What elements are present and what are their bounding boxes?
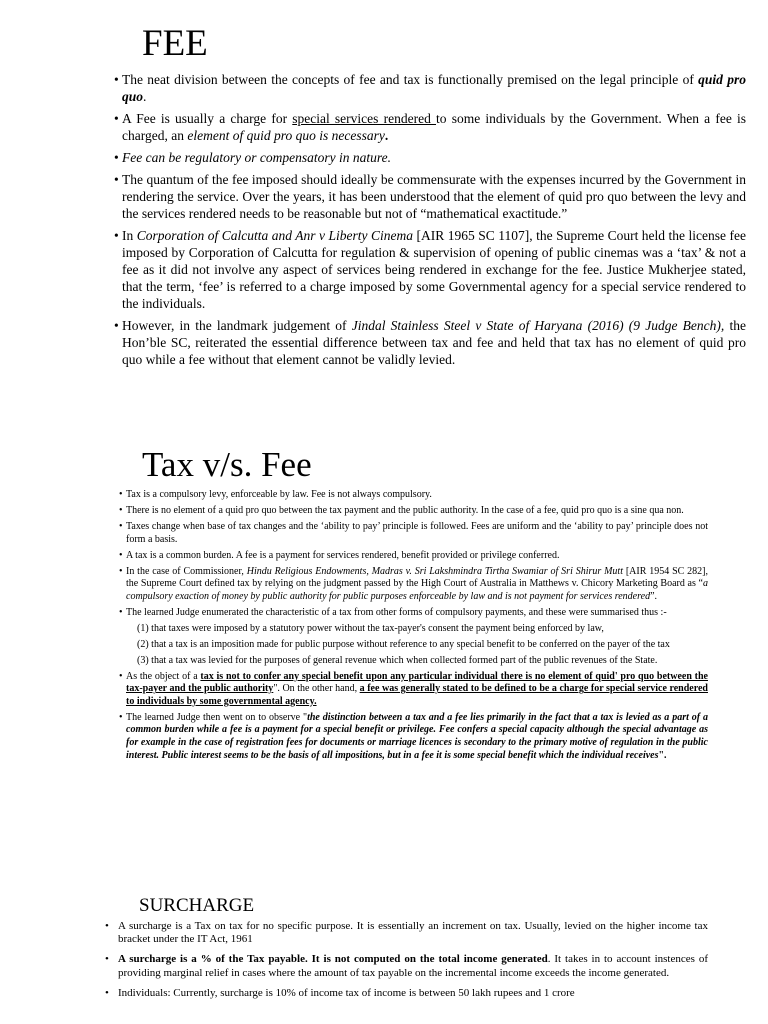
surcharge-bullet-individuals: • Individuals: Currently, surcharge is 10% of income tax of income is between 50 lakh rupees and 1 crore <box>101 987 708 1000</box>
surcharge-title: SURCHARGE <box>139 895 255 916</box>
tax-fee-subpoint-2: (2) that a tax is an imposition made for public purpose without reference to any special benefit to be conferred on the payer of the tax <box>137 638 670 650</box>
tax-fee-subpoint-1: (1) that taxes were imposed by a statutory power without the tax-payer's consent the payment being enforced by law, <box>137 622 604 634</box>
surcharge-bullet-list <box>101 920 708 1007</box>
tax-fee-bullet-common-burden: • A tax is a common burden. A fee is a payment for services rendered, benefit provided or privilege conferred. <box>119 550 708 563</box>
tax-vs-fee-bullet-list <box>119 489 708 766</box>
fee-bullet-liberty-cinema: • In Corporation of Calcutta and Anr v Liberty Cinema [AIR 1965 SC 1107], the Supreme Court held the license fee imposed by Corporation of Calcutta for regulation & supervision of opening of public cinemas was a ‘tax’ & not a fee as it did not involve any aspect of services being rendered in exchange for the fee. Justice Mukherjee stated, that the term, ‘fee’ is referred to a charge imposed by some Governmental agency for a special service rendered to the individuals. <box>114 227 746 312</box>
tax-vs-fee-slide <box>0 420 768 860</box>
tax-fee-bullet-quid-pro-quo: • There is no element of a quid pro quo between the tax payment and the public authority. In the case of a fee, quid pro quo is a sine qua non. <box>119 505 708 518</box>
tax-vs-fee-title: Tax v/s. Fee <box>142 445 312 484</box>
tax-fee-bullet-object-of-tax: • As the object of a tax is not to confer any special benefit upon any particular individual there is no element of quid' pro quo between the tax-payer and the public authority". On the other hand, a fee was generally stated to be defined to be a charge for special service rendered to individuals by some governmental agency. <box>119 671 708 709</box>
fee-slide <box>0 0 768 420</box>
surcharge-bullet-percentage: • A surcharge is a % of the Tax payable. It is not computed on the total income generated. It takes in to account instences of providing marginal relief in cases where the amount of tax payable on the incremental income exceeds the income generated. <box>101 953 708 979</box>
fee-bullet-regulatory: • Fee can be regulatory or compensatory in nature. <box>114 149 746 166</box>
tax-fee-subpoint-3: (3) that a tax was levied for the purposes of general revenue which when collected formed part of the public revenues of the State. <box>137 654 658 666</box>
fee-bullet-quantum: • The quantum of the fee imposed should ideally be commensurate with the expenses incurred by the Government in rendering the service. Over the years, it has been understood that the element of quid pro quo between the levy and the services rendered needs to be reasonable but not of “mathematical exactitude.” <box>114 171 746 222</box>
fee-bullet-quid-pro-quo: • The neat division between the concepts of fee and tax is functionally premised on the legal principle of quid pro quo. <box>114 71 746 105</box>
tax-fee-bullet-shirur-mutt: • In the case of Commissioner, Hindu Religious Endowments, Madras v. Sri Lakshmindra Tirtha Swamiar of Sri Shirur Mutt [AIR 1954 SC 282], the Supreme Court defined tax by relying on the judgment passed by the High Court of Australia in Matthews v. Chicory Marketing Board as “a compulsory exaction of money by public authority for public purposes enforceable by law and is not payment for services rendered”. <box>119 566 708 604</box>
fee-bullet-special-services: • A Fee is usually a charge for special services rendered to some individuals by the Government. When a fee is charged, an element of quid pro quo is necessary. <box>114 110 746 144</box>
surcharge-bullet-definition: • A surcharge is a Tax on tax for no specific purpose. It is essentially an increment on tax. Usually, levied on the higher income tax bracket under the IT Act, 1961 <box>101 920 708 946</box>
tax-fee-bullet-characteristics: • The learned Judge enumerated the characteristic of a tax from other forms of compulsory payments, and these were summarised thus :- <box>119 607 708 620</box>
tax-fee-bullet-ability-to-pay: • Taxes change when base of tax changes and the ‘ability to pay’ principle is followed. Fees are uniform and the ‘ability to pay’ principle does not form a basis. <box>119 521 708 546</box>
tax-fee-bullet-compulsory: • Tax is a compulsory levy, enforceable by law. Fee is not always compulsory. <box>119 489 708 502</box>
fee-bullet-jindal: • However, in the landmark judgement of Jindal Stainless Steel v State of Haryana (2016) (9 Judge Bench), the Hon’ble SC, reiterated the essential difference between tax and fee and held that tax has no element of quid pro quo while a fee without that element cannot be validly levied. <box>114 317 746 368</box>
surcharge-slide <box>0 860 768 1024</box>
tax-fee-bullet-distinction: • The learned Judge then went on to observe "the distinction between a tax and a fee lies primarily in the fact that a tax is levied as a part of a common burden while a fee is a payment for a special benefit or privilege. Fee confers a special capacity although the special advantage as for example in the case of registration fees for documents or marriage licences is secondary to the primary motive of regulation in the public interest. Public interest seems to be the basis of all impositions, but in a fee it is some special benefit which the individual receives". <box>119 712 708 762</box>
fee-slide-title: FEE <box>142 23 208 64</box>
fee-bullet-list <box>114 71 746 373</box>
